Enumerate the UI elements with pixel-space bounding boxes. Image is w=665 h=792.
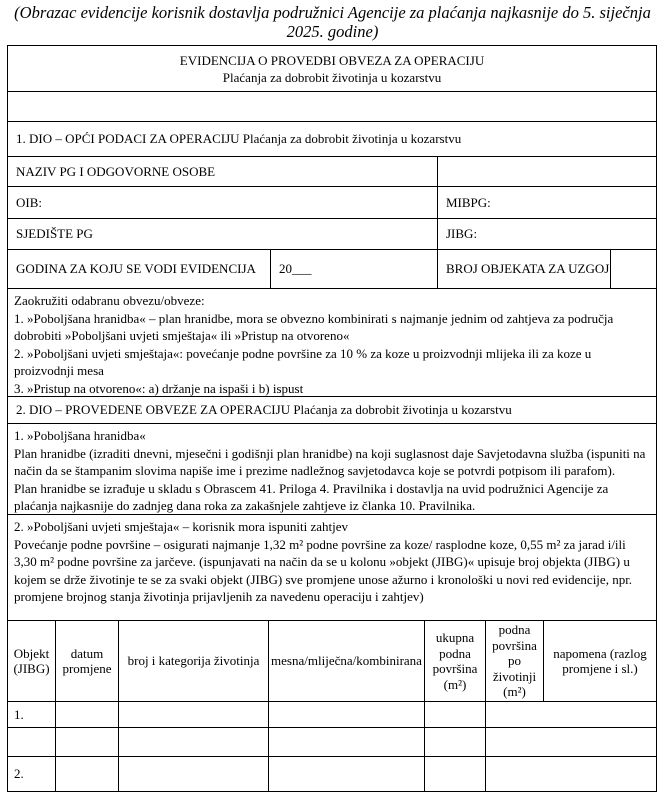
cell-mesna-mlijecna bbox=[268, 702, 424, 727]
cell-mesna-mlijecna bbox=[268, 728, 424, 756]
col-header-povrsina-po-zivotinji: podna površina po životinji (m²) bbox=[485, 621, 543, 701]
section1-title: 1. DIO – OPĆI PODACI ZA OPERACIJU Plaćanja za dobrobit životinja u kozarstvu bbox=[16, 131, 462, 146]
cell-datum bbox=[55, 702, 118, 727]
col-header-broj-kategorija: broj i kategorija životinja bbox=[118, 621, 268, 701]
godina-value: 20___ bbox=[270, 250, 437, 288]
hranidba-row bbox=[8, 423, 656, 514]
blank-row bbox=[8, 91, 656, 121]
sjediste-row bbox=[8, 218, 656, 249]
cell-broj-kategorija bbox=[118, 728, 268, 756]
hranidba-para2: Plan hranidbe se izrađuje u skladu s Obrascem 41. Priloga 4. Pravilnika i dostavlja na uvid podružnici Agencije za plaćanja najkasnije do zadnjeg dana roka za zakašnjele zahtjeve iz članka 10. Pravilnika. bbox=[14, 480, 609, 513]
oib-row bbox=[8, 186, 656, 218]
top-note bbox=[0, 3, 665, 41]
form-title-row bbox=[8, 46, 656, 91]
naziv-value-cell bbox=[437, 157, 656, 186]
hranidba-block bbox=[8, 424, 656, 514]
row-number bbox=[8, 728, 55, 756]
broj-objekata-label: BROJ OBJEKATA ZA UZGOJ bbox=[437, 250, 610, 288]
mibpg-label: MIBPG: bbox=[437, 187, 656, 218]
section2-title: 2. DIO – PROVEDENE OBVEZE ZA OPERACIJU Plaćanja za dobrobit životinja u kozarstvu bbox=[16, 402, 512, 417]
cell-ukupna-povrsina bbox=[424, 728, 485, 756]
zaokruziti-block bbox=[8, 289, 656, 396]
form-title-line2: Plaćanja za dobrobit životinja u kozarstvu bbox=[222, 70, 442, 85]
zaokruziti-item2: 2. »Poboljšani uvjeti smještaja«: povećanje podne površine za 10 % za koze u proizvodnji mlijeka ili za koze u proizvodnji mesa bbox=[14, 345, 592, 378]
cell-povrsina-napomena bbox=[485, 702, 656, 727]
smjestaj-block bbox=[8, 515, 656, 620]
row-number: 1. bbox=[14, 706, 24, 722]
cell-povrsina-napomena bbox=[485, 757, 656, 791]
row-number: 2. bbox=[14, 766, 24, 781]
cell-broj-kategorija bbox=[118, 702, 268, 727]
hranidba-para1: Plan hranidbe (izraditi dnevni, mjesečni i godišnji plan hranidbe) na koji suglasnost daje Savjetodavna služba (ispuniti na način da se štampanim slovima napiše ime i prezime nadležnog savjetodavca koje se potvrdi potpisom ili parafom). bbox=[14, 445, 646, 478]
zaokruziti-intro: Zaokružiti odabranu obvezu/obveze: bbox=[14, 293, 205, 308]
section2-row bbox=[8, 396, 656, 423]
col-header-ukupna-povrsina: ukupna podna površina (m²) bbox=[424, 621, 485, 701]
zaokruziti-row bbox=[8, 288, 656, 396]
grid-header-row bbox=[8, 620, 656, 701]
smjestaj-row bbox=[8, 514, 656, 620]
oib-label: OIB: bbox=[16, 194, 42, 210]
blank-cell bbox=[8, 92, 656, 121]
broj-objekata-value-cell bbox=[610, 250, 656, 288]
col-header-napomena: napomena (razlog promjene i sl.) bbox=[543, 621, 656, 701]
section1-row bbox=[8, 121, 656, 156]
form-title-line1: EVIDENCIJA O PROVEDBI OBVEZA ZA OPERACIJU bbox=[179, 53, 485, 68]
cell-broj-kategorija bbox=[118, 757, 268, 791]
jibg-label: JIBG: bbox=[437, 219, 656, 249]
naziv-label: NAZIV PG I ODGOVORNE OSOBE bbox=[16, 163, 216, 179]
table-row bbox=[8, 756, 656, 791]
table-row bbox=[8, 727, 656, 756]
cell-povrsina-napomena bbox=[485, 728, 656, 756]
zaokruziti-item3: 3. »Pristup na otvoreno«: a) držanje na ispaši i b) ispust bbox=[14, 380, 304, 396]
top-note-line1: (Obrazac evidencije korisnik dostavlja podružnici Agencije za plaćanja najkasnije do 5. siječnja bbox=[14, 3, 651, 22]
godina-row bbox=[8, 249, 656, 288]
col-header-mesna-mlijecna: mesna/mliječna/kombinirana bbox=[268, 621, 424, 701]
col-header-objekt-jibg: Objekt (JIBG) bbox=[13, 645, 50, 676]
naziv-row bbox=[8, 156, 656, 186]
smjestaj-para: Povećanje podne površine – osigurati najmanje 1,32 m² podne površine za koze/ rasplodne koze, 0,55 m² za jarad i/ili 3,30 m² podne površine za jarčeve. (ispunjavati na način da se u kolonu »objekt (JIBG)« upisuje broj objekta (JIBG) u kojem se drže životinje te se za svaki objekt (JIBG) sve promjene unose ažurno i kronološki u novi red evidencije, npr. promjene brojnog stanja životinja prijavljenih za navedenu operaciju i zahtjev) bbox=[14, 536, 633, 604]
sjediste-label: SJEDIŠTE PG bbox=[16, 226, 93, 241]
cell-ukupna-povrsina bbox=[424, 702, 485, 727]
top-note-line2: 2025. godine) bbox=[286, 22, 379, 41]
table-row bbox=[8, 701, 656, 727]
cell-datum bbox=[55, 757, 118, 791]
cell-ukupna-povrsina bbox=[424, 757, 485, 791]
godina-label: GODINA ZA KOJU SE VODI EVIDENCIJA bbox=[16, 261, 256, 276]
form-title bbox=[8, 46, 656, 91]
cell-datum bbox=[55, 728, 118, 756]
cell-mesna-mlijecna bbox=[268, 757, 424, 791]
smjestaj-title: 2. »Poboljšani uvjeti smještaja« – korisnik mora ispuniti zahtjev bbox=[14, 519, 348, 534]
evidence-form-table bbox=[7, 45, 657, 792]
zaokruziti-item1: 1. »Poboljšana hranidba« – plan hranidbe, mora se obvezno kombinirati s najmanje jednim od zahtjeva za područja dobrobiti »Poboljšani uvjeti smještaja« ili »Pristup na otvoreno« bbox=[14, 310, 614, 343]
col-header-datum-promjene: datum promjene bbox=[55, 621, 118, 701]
hranidba-title: 1. »Poboljšana hranidba« bbox=[14, 428, 146, 443]
